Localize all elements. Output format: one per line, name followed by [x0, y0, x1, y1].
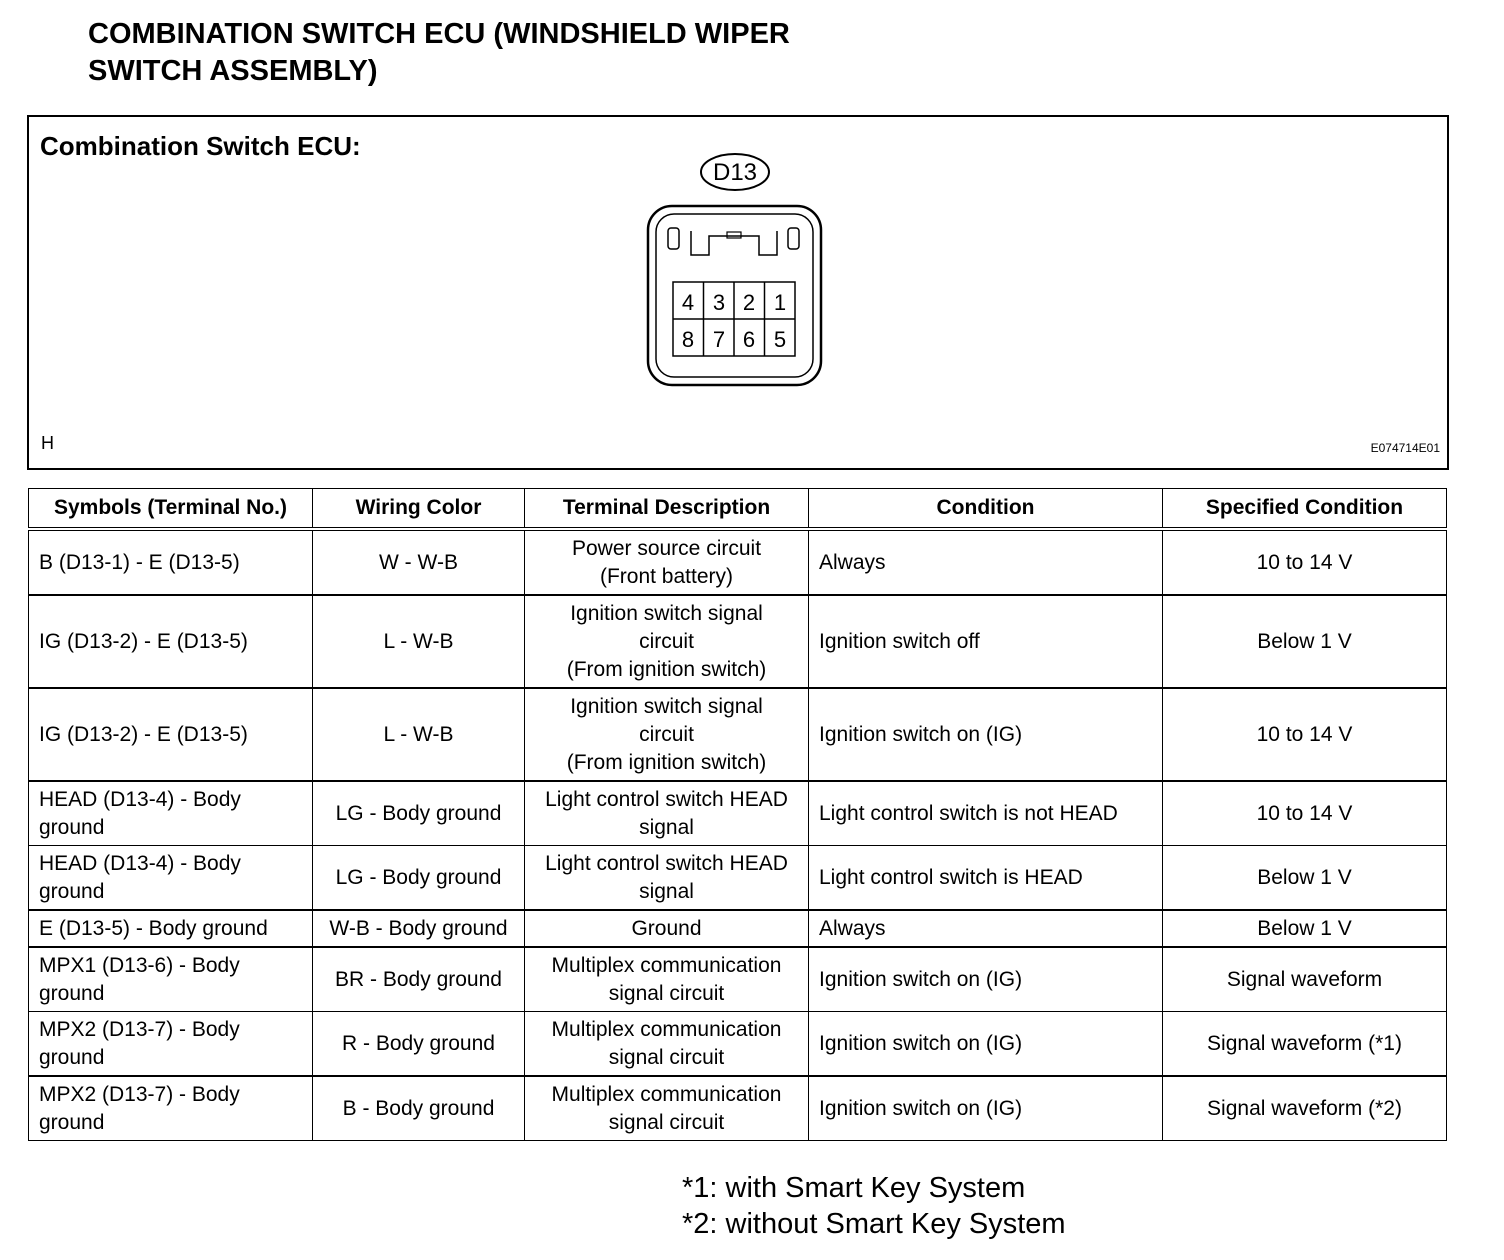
cell-symbol: MPX1 (D13-6) - Body ground — [29, 947, 313, 1012]
pin-1: 1 — [773, 290, 787, 315]
cell-wiring: R - Body ground — [313, 1012, 525, 1077]
page-title — [88, 16, 790, 90]
header-wiring-color: Wiring Color — [313, 489, 525, 530]
connector-label: D13 — [712, 159, 758, 186]
connector-latch-left — [668, 228, 679, 249]
cell-wiring: L - W-B — [313, 595, 525, 688]
cell-wiring: LG - Body ground — [313, 781, 525, 846]
cell-spec: 10 to 14 V — [1163, 781, 1447, 846]
table-row — [29, 910, 1447, 947]
cell-wiring: W - W-B — [313, 529, 525, 595]
cell-spec: 10 to 14 V — [1163, 529, 1447, 595]
cell-condition: Ignition switch on (IG) — [809, 688, 1163, 781]
cell-description: Ignition switch signal circuit (From ignition switch) — [525, 595, 809, 688]
table-row — [29, 1012, 1447, 1077]
cell-description: Power source circuit (Front battery) — [525, 529, 809, 595]
table-row — [29, 529, 1447, 595]
terminal-spec-table — [28, 488, 1447, 1141]
connector-latch-right — [788, 228, 799, 249]
pin-7: 7 — [712, 327, 726, 352]
pin-4: 4 — [681, 290, 695, 315]
header-terminal-description: Terminal Description — [525, 489, 809, 530]
cell-description: Ground — [525, 910, 809, 947]
cell-spec: 10 to 14 V — [1163, 688, 1447, 781]
cell-symbol: HEAD (D13-4) - Body ground — [29, 781, 313, 846]
cell-description: Light control switch HEAD signal — [525, 781, 809, 846]
pin-3: 3 — [712, 290, 726, 315]
table-header-row — [29, 489, 1447, 530]
cell-symbol: B (D13-1) - E (D13-5) — [29, 529, 313, 595]
cell-description: Light control switch HEAD signal — [525, 846, 809, 911]
table-row — [29, 781, 1447, 846]
cell-description: Multiplex communication signal circuit — [525, 1076, 809, 1141]
cell-spec: Below 1 V — [1163, 910, 1447, 947]
footnotes — [682, 1170, 1066, 1242]
cell-wiring: BR - Body ground — [313, 947, 525, 1012]
cell-description: Multiplex communication signal circuit — [525, 947, 809, 1012]
cell-condition: Always — [809, 910, 1163, 947]
pin-2: 2 — [742, 290, 756, 315]
cell-spec: Signal waveform (*1) — [1163, 1012, 1447, 1077]
cell-condition: Light control switch is not HEAD — [809, 781, 1163, 846]
header-condition: Condition — [809, 489, 1163, 530]
pin-8: 8 — [681, 327, 695, 352]
table-row — [29, 846, 1447, 911]
cell-condition: Light control switch is HEAD — [809, 846, 1163, 911]
header-symbols: Symbols (Terminal No.) — [29, 489, 313, 530]
cell-symbol: MPX2 (D13-7) - Body ground — [29, 1076, 313, 1141]
cell-symbol: IG (D13-2) - E (D13-5) — [29, 595, 313, 688]
title-line-1: COMBINATION SWITCH ECU (WINDSHIELD WIPER — [88, 18, 790, 50]
connector-figure — [27, 115, 1449, 470]
cell-symbol: MPX2 (D13-7) - Body ground — [29, 1012, 313, 1077]
cell-condition: Ignition switch off — [809, 595, 1163, 688]
pin-6: 6 — [742, 327, 756, 352]
cell-symbol: E (D13-5) - Body ground — [29, 910, 313, 947]
footnote-2: *2: without Smart Key System — [682, 1208, 1066, 1240]
cell-spec: Signal waveform — [1163, 947, 1447, 1012]
connector-d13-diagram — [639, 147, 839, 387]
pin-5: 5 — [773, 327, 787, 352]
cell-spec: Signal waveform (*2) — [1163, 1076, 1447, 1141]
cell-description: Ignition switch signal circuit (From ignition switch) — [525, 688, 809, 781]
cell-spec: Below 1 V — [1163, 846, 1447, 911]
cell-symbol: IG (D13-2) - E (D13-5) — [29, 688, 313, 781]
header-specified-condition: Specified Condition — [1163, 489, 1447, 530]
cell-condition: Ignition switch on (IG) — [809, 947, 1163, 1012]
cell-spec: Below 1 V — [1163, 595, 1447, 688]
footnote-1: *1: with Smart Key System — [682, 1172, 1026, 1204]
cell-wiring: W-B - Body ground — [313, 910, 525, 947]
table-row — [29, 688, 1447, 781]
view-letter: H — [41, 433, 54, 453]
table-row — [29, 595, 1447, 688]
table-row — [29, 947, 1447, 1012]
cell-wiring: B - Body ground — [313, 1076, 525, 1141]
table-row — [29, 1076, 1447, 1141]
cell-symbol: HEAD (D13-4) - Body ground — [29, 846, 313, 911]
figure-heading: Combination Switch ECU: — [40, 131, 361, 161]
cell-condition: Ignition switch on (IG) — [809, 1012, 1163, 1077]
connector-key-notch — [727, 232, 741, 238]
cell-description: Multiplex communication signal circuit — [525, 1012, 809, 1077]
cell-condition: Ignition switch on (IG) — [809, 1076, 1163, 1141]
cell-wiring: L - W-B — [313, 688, 525, 781]
connector-key — [691, 231, 777, 255]
cell-condition: Always — [809, 529, 1163, 595]
title-line-2: SWITCH ASSEMBLY) — [88, 55, 378, 87]
cell-wiring: LG - Body ground — [313, 846, 525, 911]
figure-code: E074714E01 — [1370, 441, 1440, 455]
